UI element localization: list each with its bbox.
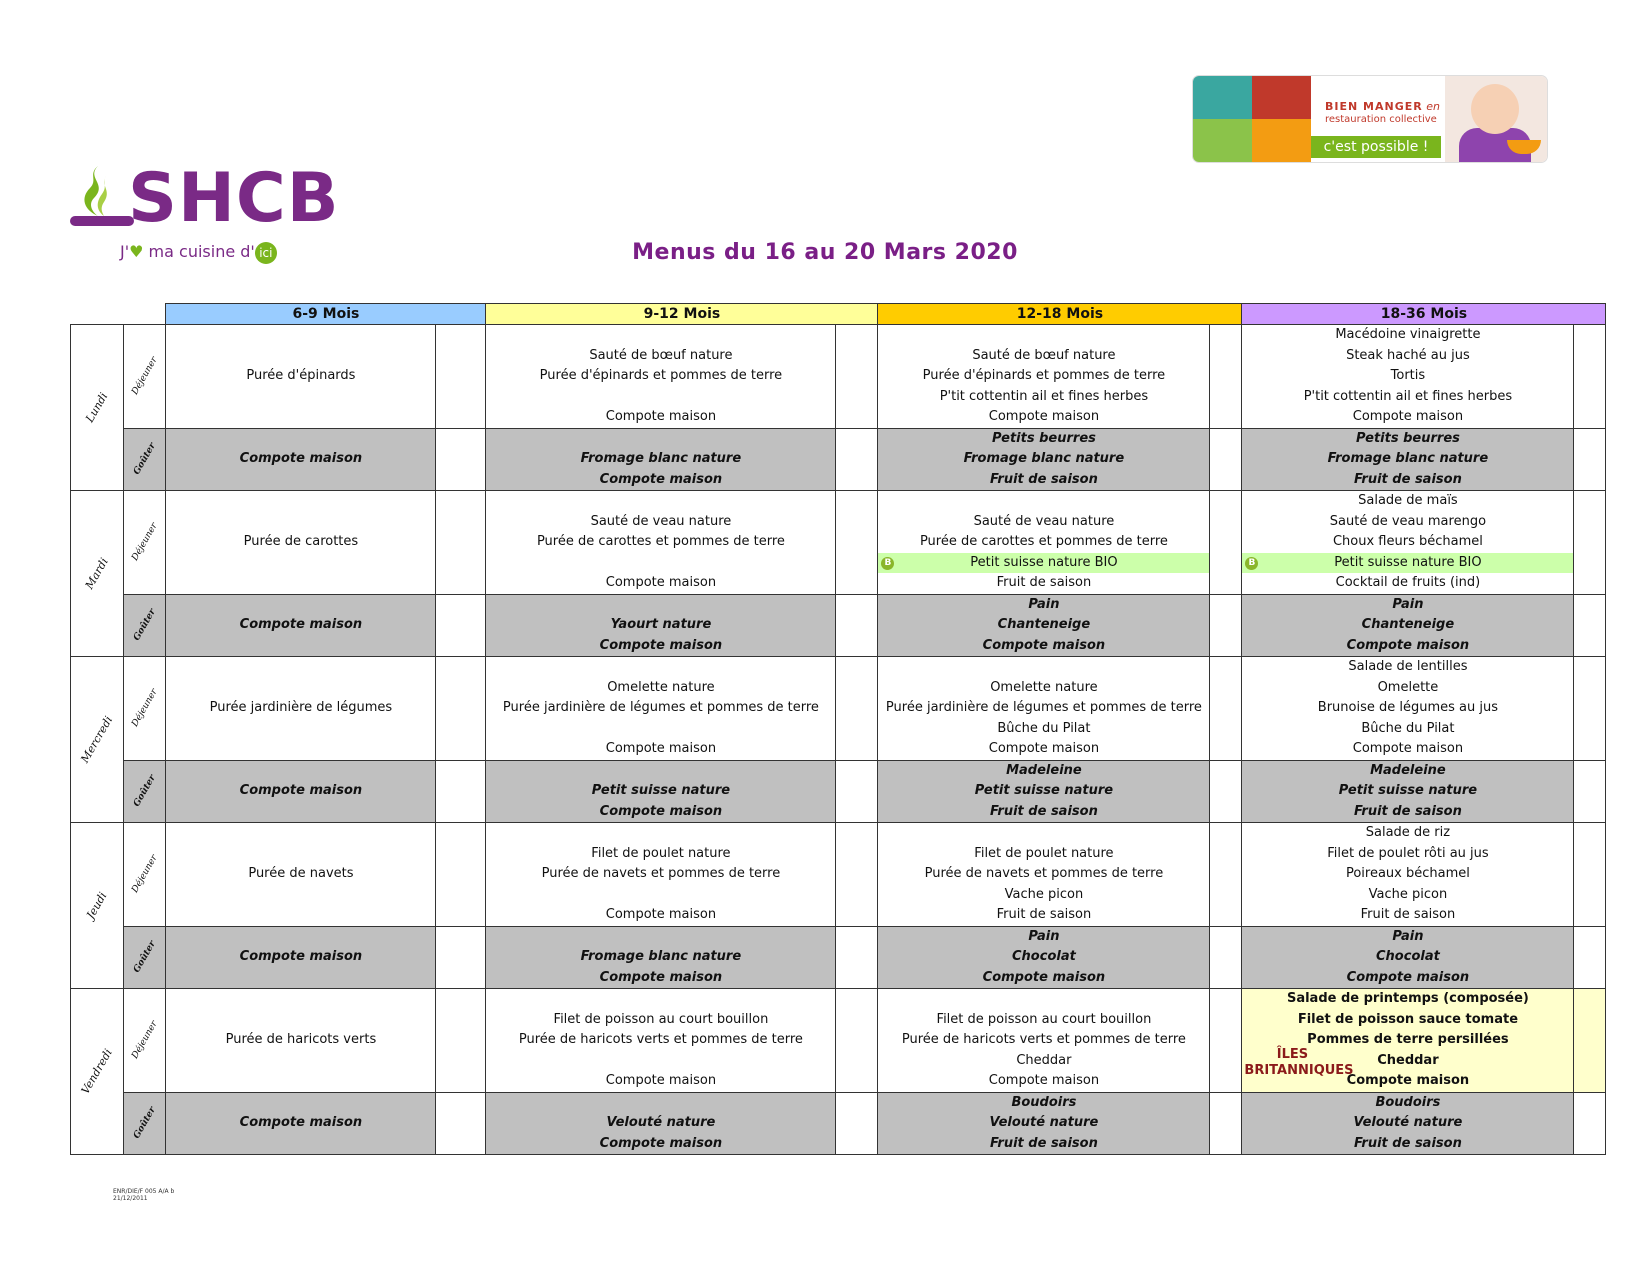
notes-cell xyxy=(1210,491,1242,595)
menu-item: Compote maison xyxy=(988,741,1100,756)
menu-item: Omelette nature xyxy=(607,679,715,695)
menu-item xyxy=(166,719,435,740)
menu-item xyxy=(166,553,435,574)
gouter-cell xyxy=(1242,760,1574,823)
menu-item: Pain xyxy=(1392,596,1424,612)
menu-cell xyxy=(166,989,436,1093)
menu-item: Madeleine xyxy=(1006,762,1082,778)
logo-swoosh xyxy=(70,216,134,226)
day-label: Jeudi xyxy=(71,823,124,989)
banner-line1: BIEN MANGER en xyxy=(1325,100,1440,113)
menu-item: Poireaux béchamel xyxy=(1345,866,1470,881)
menu-item: Compote maison xyxy=(605,1073,717,1088)
menu-item: Purée de haricots verts xyxy=(225,1032,377,1047)
notes-cell xyxy=(436,491,486,595)
menu-item xyxy=(166,802,435,823)
menu-item: Compote maison xyxy=(988,1073,1100,1088)
menu-item: Compote maison xyxy=(988,409,1100,424)
gouter-row xyxy=(71,926,1606,989)
col-header-9-12: 9-12 Mois xyxy=(486,304,878,325)
menu-item: Petit suisse nature xyxy=(591,783,731,798)
menu-item xyxy=(486,885,835,906)
menu-item: Pommes de terre persillées xyxy=(1307,1032,1509,1047)
menu-cell xyxy=(166,823,436,927)
menu-item: Pain xyxy=(1028,928,1060,944)
menu-item: Vache picon xyxy=(1004,886,1084,902)
menu-item: Purée de carottes et pommes de terre xyxy=(536,534,785,549)
menu-item: Filet de poulet rôti au jus xyxy=(1327,845,1489,861)
menu-item: Compote maison xyxy=(1346,1073,1470,1088)
notes-cell xyxy=(1210,594,1242,657)
notes-cell xyxy=(836,926,878,989)
gouter-cell xyxy=(166,594,436,657)
notes-cell xyxy=(1210,926,1242,989)
gouter-cell xyxy=(878,1092,1210,1155)
meal-label-dejeuner: Déjeuner xyxy=(123,325,166,429)
menu-cell xyxy=(1242,325,1574,429)
menu-item: Compote maison xyxy=(599,803,723,819)
gouter-cell xyxy=(1242,428,1574,491)
menu-item: Sauté de bœuf nature xyxy=(972,347,1116,363)
dejeuner-row xyxy=(71,989,1606,1093)
menu-item xyxy=(166,1051,435,1072)
notes-cell xyxy=(1574,823,1606,927)
notes-cell xyxy=(1574,1092,1606,1155)
notes-cell xyxy=(1574,325,1606,429)
menu-item: Fromage blanc nature xyxy=(963,451,1125,466)
menu-item xyxy=(486,719,835,740)
menu-item: Compote maison xyxy=(605,575,717,590)
menu-item: Filet de poulet nature xyxy=(591,845,731,861)
menu-item: Purée d'épinards xyxy=(246,368,356,383)
menu-item: P'tit cottentin ail et fines herbes xyxy=(1303,388,1513,404)
gouter-cell xyxy=(486,428,836,491)
menu-item: P'tit cottentin ail et fines herbes xyxy=(939,388,1149,404)
notes-cell xyxy=(836,657,878,761)
notes-cell xyxy=(1210,428,1242,491)
notes-cell xyxy=(1574,926,1606,989)
menu-item: Compote maison xyxy=(1352,741,1464,756)
menu-item: Purée jardinière de légumes et pommes de terre xyxy=(885,700,1202,715)
notes-cell xyxy=(836,760,878,823)
day-label: Mercredi xyxy=(71,657,124,823)
menu-item: Fromage blanc nature xyxy=(580,949,742,964)
menu-item xyxy=(878,823,1209,844)
menu-item: Tortis xyxy=(1390,368,1426,383)
menu-cell xyxy=(486,823,836,927)
menu-item xyxy=(166,325,435,346)
notes-cell xyxy=(836,989,878,1093)
gouter-cell xyxy=(166,1092,436,1155)
menu-item: Compote maison xyxy=(982,637,1106,653)
meal-label-gouter: Goûter xyxy=(123,428,166,491)
notes-cell xyxy=(1574,594,1606,657)
notes-cell xyxy=(436,926,486,989)
banner-line2: restauration collective xyxy=(1325,114,1437,125)
notes-cell xyxy=(1210,325,1242,429)
menu-item: Pain xyxy=(1392,928,1424,944)
menu-item: Choux fleurs béchamel xyxy=(1332,534,1483,549)
menu-item: Chocolat xyxy=(1376,949,1440,964)
menu-item xyxy=(166,739,435,760)
menu-item: Fruit de saison xyxy=(989,471,1098,487)
menu-item xyxy=(166,761,435,782)
menu-cell xyxy=(878,989,1210,1093)
notes-cell xyxy=(836,325,878,429)
menu-item: Omelette xyxy=(1377,679,1439,695)
menu-item xyxy=(878,325,1209,346)
menu-item: Salade de maïs xyxy=(1358,493,1458,508)
menu-item: Omelette nature xyxy=(990,679,1098,695)
meal-label-gouter: Goûter xyxy=(123,594,166,657)
notes-cell xyxy=(836,1092,878,1155)
menu-cell xyxy=(486,989,836,1093)
menu-item xyxy=(166,844,435,865)
menu-item: Compote maison xyxy=(239,451,363,466)
menu-item: Velouté nature xyxy=(989,1115,1099,1130)
menu-item: Purée de navets et pommes de terre xyxy=(541,866,781,881)
menu-cell xyxy=(878,657,1210,761)
menu-item: Salade de lentilles xyxy=(1348,659,1468,674)
menu-item xyxy=(166,512,435,533)
bien-manger-banner xyxy=(1193,76,1547,162)
menu-item: Compote maison xyxy=(239,783,363,798)
gouter-cell xyxy=(166,428,436,491)
menu-item: Chanteneige xyxy=(997,617,1091,632)
menu-item: Filet de poisson au court bouillon xyxy=(936,1011,1152,1027)
dejeuner-row xyxy=(71,325,1606,429)
heart-icon: ♥ xyxy=(129,242,144,261)
menu-item: Yaourt nature xyxy=(610,617,712,632)
menu-item: Compote maison xyxy=(599,1135,723,1151)
menu-table xyxy=(70,303,1606,1155)
menu-item: B Petit suisse nature BIO xyxy=(878,553,1209,574)
notes-cell xyxy=(436,823,486,927)
menu-item: Purée jardinière de légumes et pommes de terre xyxy=(502,700,819,715)
meal-label-dejeuner: Déjeuner xyxy=(123,989,166,1093)
menu-item xyxy=(486,1093,835,1114)
menu-item: Steak haché au jus xyxy=(1346,347,1470,363)
menu-cell xyxy=(1242,823,1574,927)
menu-item: Sauté de veau nature xyxy=(973,513,1115,529)
menu-cell xyxy=(878,823,1210,927)
meal-label-dejeuner: Déjeuner xyxy=(123,657,166,761)
day-label: Lundi xyxy=(71,325,124,491)
menu-item xyxy=(166,346,435,367)
menu-item xyxy=(166,968,435,989)
menu-item xyxy=(166,429,435,450)
menu-cell xyxy=(1242,491,1574,595)
menu-cell xyxy=(1242,989,1574,1093)
menu-cell xyxy=(1242,657,1574,761)
menu-item: Velouté nature xyxy=(606,1115,716,1130)
menu-item xyxy=(166,989,435,1010)
notes-cell xyxy=(1210,657,1242,761)
menu-item: Boudoirs xyxy=(1375,1094,1441,1110)
menu-item: Compote maison xyxy=(599,637,723,653)
gouter-cell xyxy=(878,428,1210,491)
menu-item xyxy=(166,678,435,699)
menu-item: Cheddar xyxy=(1016,1052,1072,1068)
menu-item xyxy=(166,927,435,948)
gouter-row xyxy=(71,594,1606,657)
menu-item xyxy=(486,553,835,574)
gouter-row xyxy=(71,428,1606,491)
menu-item: B Petit suisse nature BIO xyxy=(1242,553,1573,574)
menu-item: Sauté de bœuf nature xyxy=(589,347,733,363)
gouter-cell xyxy=(486,1092,836,1155)
menu-item: Compote maison xyxy=(605,907,717,922)
menu-item: Petit suisse nature xyxy=(1338,783,1478,798)
menu-item xyxy=(166,823,435,844)
gouter-cell xyxy=(878,760,1210,823)
gouter-cell xyxy=(166,926,436,989)
menu-item: Fruit de saison xyxy=(989,1135,1098,1151)
notes-cell xyxy=(436,428,486,491)
gouter-cell xyxy=(1242,594,1574,657)
menu-item: Chocolat xyxy=(1012,949,1076,964)
day-label: Mardi xyxy=(71,491,124,657)
menu-item: Purée de haricots verts et pommes de terre xyxy=(901,1032,1186,1047)
menu-item: Compote maison xyxy=(239,1115,363,1130)
meal-label-gouter: Goûter xyxy=(123,760,166,823)
menu-item xyxy=(166,470,435,491)
menu-cell xyxy=(166,325,436,429)
menu-item: Fruit de saison xyxy=(989,803,1098,819)
menu-item xyxy=(486,989,835,1010)
notes-cell xyxy=(836,428,878,491)
menu-cell xyxy=(166,491,436,595)
menu-item: Salade de riz xyxy=(1365,825,1451,840)
notes-cell xyxy=(1574,491,1606,595)
menu-item: Purée de navets xyxy=(248,866,354,881)
flame-icon xyxy=(78,164,118,220)
menu-item xyxy=(166,1071,435,1092)
menu-item: Compote maison xyxy=(605,741,717,756)
menu-item xyxy=(166,885,435,906)
menu-item: Compote maison xyxy=(1346,969,1470,985)
notes-cell xyxy=(436,989,486,1093)
notes-cell xyxy=(1210,823,1242,927)
menu-item: Macédoine vinaigrette xyxy=(1335,327,1481,342)
notes-cell xyxy=(436,594,486,657)
notes-cell xyxy=(836,491,878,595)
menu-cell xyxy=(486,325,836,429)
gouter-cell xyxy=(486,926,836,989)
menu-item xyxy=(166,905,435,926)
dejeuner-row xyxy=(71,657,1606,761)
menu-item: Purée d'épinards et pommes de terre xyxy=(922,368,1166,383)
menu-item xyxy=(166,1010,435,1031)
col-header-18-36: 18-36 Mois xyxy=(1242,304,1606,325)
baby-photo xyxy=(1445,76,1547,162)
menu-item: Cocktail de fruits (ind) xyxy=(1335,575,1481,590)
menu-item: Cheddar xyxy=(1377,1052,1439,1068)
menu-item xyxy=(166,1134,435,1155)
menu-item xyxy=(878,989,1209,1010)
notes-cell xyxy=(1574,428,1606,491)
menu-item xyxy=(166,407,435,428)
menu-item: Fruit de saison xyxy=(1353,803,1462,819)
menu-item: Fruit de saison xyxy=(1353,471,1462,487)
menu-item: Sauté de veau nature xyxy=(590,513,732,529)
bio-icon: B xyxy=(1245,557,1258,570)
header-row xyxy=(71,304,1606,325)
menu-item xyxy=(878,657,1209,678)
menu-item xyxy=(486,1051,835,1072)
theme-badge: ÎLES BRITANNIQUES xyxy=(1244,1047,1354,1078)
menu-item xyxy=(166,491,435,512)
banner-line3: c'est possible ! xyxy=(1311,136,1441,158)
menu-item xyxy=(486,823,835,844)
notes-cell xyxy=(1210,760,1242,823)
menu-item: Compote maison xyxy=(599,969,723,985)
notes-cell xyxy=(436,1092,486,1155)
menu-item: Purée de carottes et pommes de terre xyxy=(919,534,1168,549)
menu-item: Compote maison xyxy=(239,617,363,632)
notes-cell xyxy=(436,760,486,823)
gouter-row xyxy=(71,1092,1606,1155)
document-reference: ENR/DIE/F 005 A/A b 21/12/2011 xyxy=(113,1188,175,1202)
menu-item: Pain xyxy=(1028,596,1060,612)
menu-item: Purée de carottes xyxy=(243,534,359,549)
menu-item xyxy=(486,325,835,346)
menu-item xyxy=(878,491,1209,512)
menu-item xyxy=(166,573,435,594)
menu-item: Fromage blanc nature xyxy=(580,451,742,466)
menu-item xyxy=(486,927,835,948)
page-title: Menus du 16 au 20 Mars 2020 xyxy=(632,240,1018,265)
col-header-6-9: 6-9 Mois xyxy=(166,304,486,325)
notes-cell xyxy=(436,325,486,429)
menu-item xyxy=(166,595,435,616)
menu-cell xyxy=(878,325,1210,429)
dejeuner-row xyxy=(71,823,1606,927)
meal-label-dejeuner: Déjeuner xyxy=(123,491,166,595)
menu-item xyxy=(166,657,435,678)
menu-item: Salade de printemps (composée) xyxy=(1286,991,1529,1006)
menu-item xyxy=(166,636,435,657)
menu-item: Compote maison xyxy=(239,949,363,964)
meal-label-gouter: Goûter xyxy=(123,1092,166,1155)
menu-item: Compote maison xyxy=(605,409,717,424)
menu-item: Bûche du Pilat xyxy=(1361,720,1455,736)
notes-cell xyxy=(1574,989,1606,1093)
meal-label-dejeuner: Déjeuner xyxy=(123,823,166,927)
menu-item: Purée de navets et pommes de terre xyxy=(924,866,1164,881)
gouter-cell xyxy=(878,926,1210,989)
logo-tagline: J'♥ ma cuisine d' ici xyxy=(120,242,277,264)
menu-cell xyxy=(878,491,1210,595)
meal-label-gouter: Goûter xyxy=(123,926,166,989)
logo-brand: SHCB xyxy=(128,159,340,238)
menu-item: Fruit de saison xyxy=(1353,1135,1462,1151)
gouter-cell xyxy=(1242,1092,1574,1155)
notes-cell xyxy=(1574,657,1606,761)
menu-item xyxy=(166,1093,435,1114)
menu-item: Chanteneige xyxy=(1361,617,1455,632)
menu-item xyxy=(166,387,435,408)
menu-item: Velouté nature xyxy=(1353,1115,1463,1130)
menu-item: Compote maison xyxy=(1352,409,1464,424)
gouter-row xyxy=(71,760,1606,823)
notes-cell xyxy=(1574,760,1606,823)
menu-item: Compote maison xyxy=(982,969,1106,985)
menu-item: Sauté de veau marengo xyxy=(1329,513,1487,529)
notes-cell xyxy=(1210,1092,1242,1155)
menu-item: Purée d'épinards et pommes de terre xyxy=(539,368,783,383)
menu-item: Petit suisse nature xyxy=(974,783,1114,798)
menu-item: Boudoirs xyxy=(1011,1094,1077,1110)
menu-item xyxy=(486,595,835,616)
notes-cell xyxy=(1210,989,1242,1093)
menu-item xyxy=(486,491,835,512)
menu-item: Fruit de saison xyxy=(996,575,1092,590)
menu-item: Petits beurres xyxy=(991,430,1096,446)
gouter-cell xyxy=(166,760,436,823)
menu-item: Madeleine xyxy=(1370,762,1446,778)
ici-badge: ici xyxy=(255,242,277,264)
menu-item: Compote maison xyxy=(1346,637,1470,653)
bio-icon: B xyxy=(881,557,894,570)
menu-item: Purée jardinière de légumes xyxy=(209,700,393,715)
menu-item: Fruit de saison xyxy=(1360,907,1456,922)
menu-item: Brunoise de légumes au jus xyxy=(1317,700,1499,715)
notes-cell xyxy=(836,594,878,657)
menu-item xyxy=(486,387,835,408)
col-header-12-18: 12-18 Mois xyxy=(878,304,1242,325)
menu-item xyxy=(486,657,835,678)
menu-item: Filet de poulet nature xyxy=(974,845,1114,861)
notes-cell xyxy=(836,823,878,927)
notes-cell xyxy=(436,657,486,761)
gouter-cell xyxy=(486,760,836,823)
menu-item xyxy=(486,761,835,782)
menu-item: Bûche du Pilat xyxy=(997,720,1091,736)
menu-item: Fruit de saison xyxy=(996,907,1092,922)
menu-cell xyxy=(166,657,436,761)
banner-photo-tiles xyxy=(1193,76,1311,162)
gouter-cell xyxy=(1242,926,1574,989)
menu-item: Filet de poisson sauce tomate xyxy=(1297,1011,1519,1027)
menu-item: Petits beurres xyxy=(1355,430,1460,446)
menu-item: Vache picon xyxy=(1368,886,1448,902)
menu-item: Purée de haricots verts et pommes de terre xyxy=(518,1032,803,1047)
menu-item: Compote maison xyxy=(599,471,723,487)
menu-item: Filet de poisson au court bouillon xyxy=(553,1011,769,1027)
gouter-cell xyxy=(878,594,1210,657)
menu-item: Fromage blanc nature xyxy=(1327,451,1489,466)
day-label: Vendredi xyxy=(71,989,124,1155)
menu-cell xyxy=(486,657,836,761)
dejeuner-row xyxy=(71,491,1606,595)
gouter-cell xyxy=(486,594,836,657)
menu-cell xyxy=(486,491,836,595)
menu-item xyxy=(486,429,835,450)
